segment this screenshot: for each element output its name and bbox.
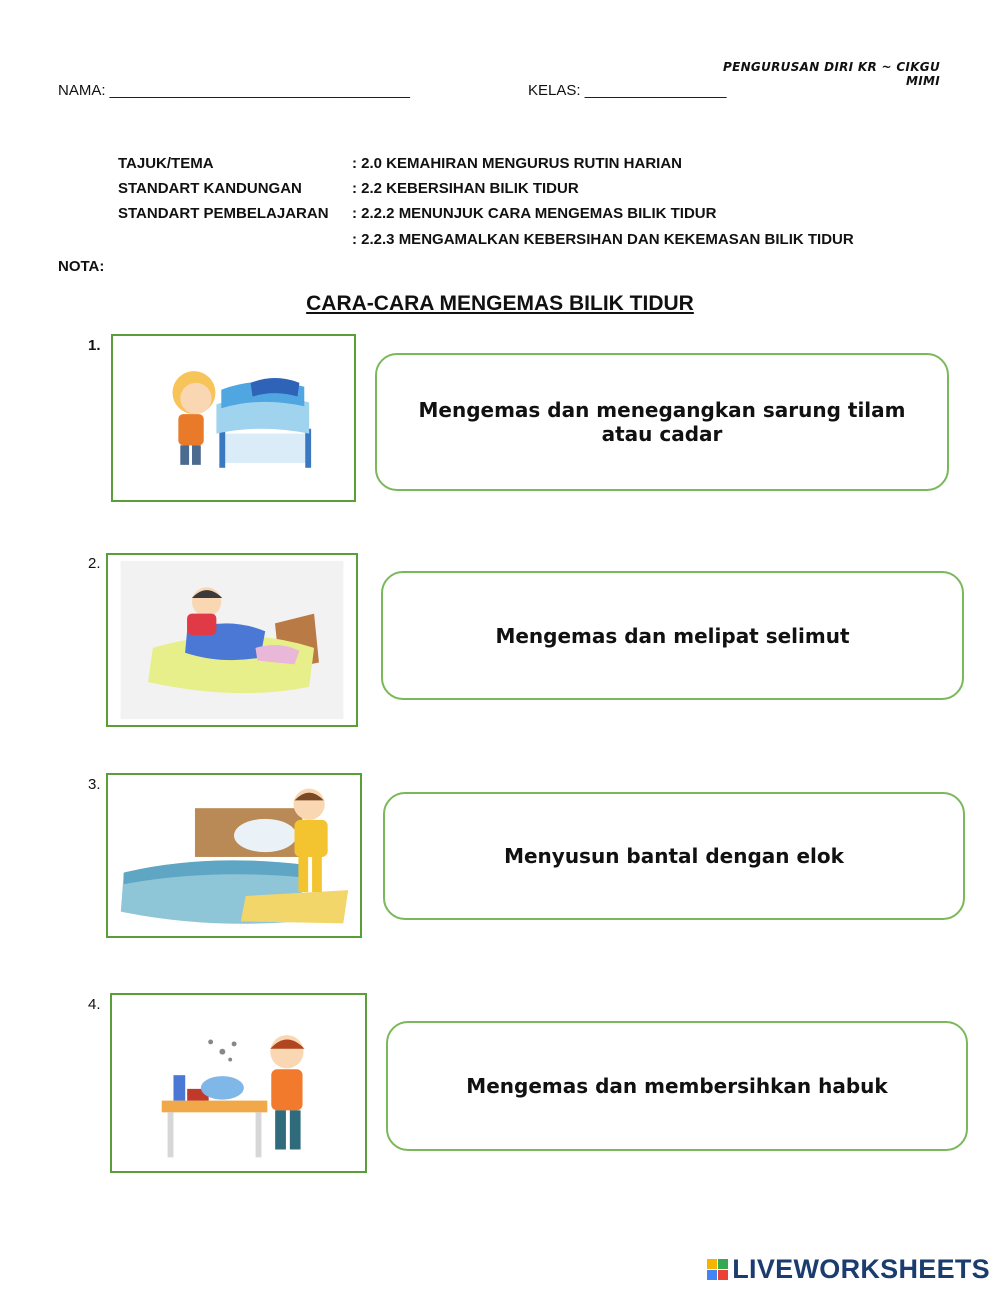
logo-square-red xyxy=(718,1270,728,1280)
info-label-kandungan: STANDART KANDUNGAN xyxy=(118,180,302,197)
instruction-text: Mengemas dan membersihkan habuk xyxy=(466,1074,888,1098)
boy-dusting-table-illustration xyxy=(110,993,367,1173)
item-number: 4. xyxy=(88,996,101,1013)
item-number: 2. xyxy=(88,555,101,572)
page-title: CARA-CARA MENGEMAS BILIK TIDUR xyxy=(306,292,694,315)
instruction-text: Menyusun bantal dengan elok xyxy=(504,844,844,868)
item-number: 1. xyxy=(88,337,101,354)
boy-folding-blanket-illustration xyxy=(106,553,358,727)
info-label-tema: TAJUK/TEMA xyxy=(118,155,214,172)
logo-square-blue xyxy=(707,1270,717,1280)
instruction-box xyxy=(381,571,964,700)
item-number: 3. xyxy=(88,776,101,793)
info-value-pembelajaran-1: : 2.2.2 MENUNJUK CARA MENGEMAS BILIK TIDUR xyxy=(352,205,717,222)
liveworksheets-brand xyxy=(707,1254,990,1285)
liveworksheets-logo-icon xyxy=(707,1259,728,1280)
boy-making-bed-illustration xyxy=(111,334,356,502)
instruction-box xyxy=(383,792,965,920)
logo-square-yellow xyxy=(707,1259,717,1269)
info-value-kandungan: : 2.2 KEBERSIHAN BILIK TIDUR xyxy=(352,180,579,197)
logo-square-green xyxy=(718,1259,728,1269)
brand-name: LIVEWORKSHEETS xyxy=(732,1254,990,1284)
info-value-pembelajaran-2: : 2.2.3 MENGAMALKAN KEBERSIHAN DAN KEKEMASAN BILIK TIDUR xyxy=(352,231,854,248)
info-label-pembelajaran: STANDART PEMBELAJARAN xyxy=(118,205,329,222)
name-field-label: NAMA: ____________________________________ xyxy=(58,82,410,99)
instruction-box xyxy=(375,353,949,491)
instruction-box xyxy=(386,1021,968,1151)
nota-label: NOTA: xyxy=(58,258,105,275)
worksheet-header-note: PENGURUSAN DIRI KR ~ CIKGU MIMI xyxy=(723,60,940,88)
instruction-text: Mengemas dan menegangkan sarung tilam atau cadar xyxy=(418,398,906,446)
info-value-tema: : 2.0 KEMAHIRAN MENGURUS RUTIN HARIAN xyxy=(352,155,683,172)
instruction-text: Mengemas dan melipat selimut xyxy=(495,623,850,648)
class-field-label: KELAS: _________________ xyxy=(528,82,727,99)
boy-arranging-pillow-illustration xyxy=(106,773,362,938)
